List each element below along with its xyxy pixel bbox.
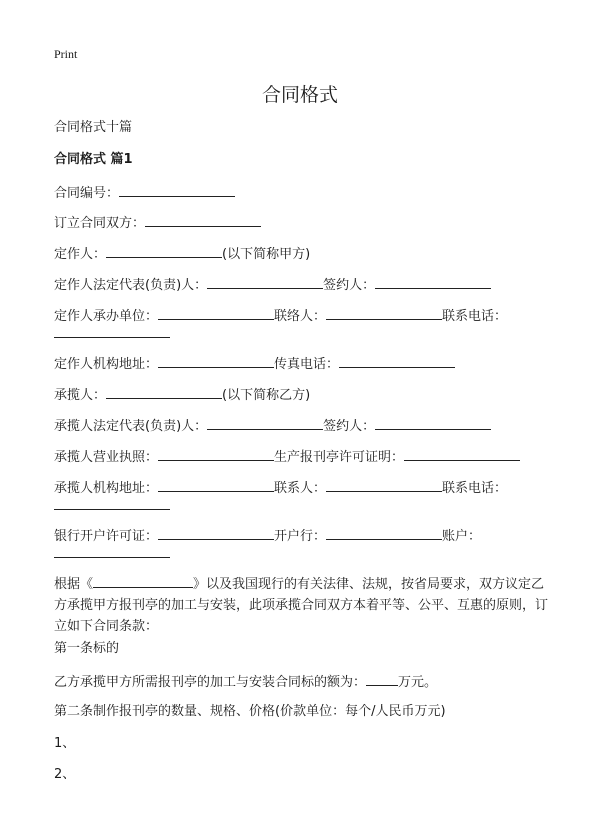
- intro-start: 根据《: [54, 577, 94, 592]
- print-label: Print: [54, 47, 78, 61]
- amount-unit: 万元。: [398, 675, 438, 690]
- client-rep-row: [54, 276, 491, 294]
- contractor-address-row: [54, 479, 507, 497]
- contractor-phone-row: [54, 497, 170, 515]
- section-heading: 合同格式 篇1: [54, 152, 133, 167]
- kiosk-permit-blank[interactable]: [404, 448, 520, 461]
- page-title: 合同格式: [261, 84, 338, 106]
- account-label: 账户：: [442, 529, 482, 544]
- contractor-address-label: 承揽人机构地址：: [54, 481, 159, 496]
- contractor-address-blank[interactable]: [158, 479, 274, 492]
- parties-blank[interactable]: [145, 214, 261, 227]
- account-row: [54, 545, 170, 563]
- list-item-2: 2、: [54, 767, 76, 782]
- client-address-label: 定作人机构地址：: [54, 357, 159, 372]
- parties-row: [54, 214, 261, 232]
- client-unit-blank[interactable]: [158, 307, 274, 320]
- client-note: (以下简称甲方): [222, 247, 311, 262]
- contractor-note: (以下简称乙方): [222, 388, 311, 403]
- contractor-signer-label: 签约人：: [323, 419, 376, 434]
- client-rep-blank[interactable]: [207, 276, 323, 289]
- contract-number-row: [54, 184, 235, 202]
- contractor-phone-label: 联系电话：: [442, 481, 508, 496]
- intro-paragraph: [54, 574, 554, 637]
- client-blank[interactable]: [106, 245, 222, 258]
- client-address-row: [54, 355, 455, 373]
- amount-label: 乙方承揽甲方所需报刊亭的加工与安装合同标的额为：: [54, 675, 367, 690]
- contractor-blank[interactable]: [106, 386, 222, 399]
- client-phone-row: [54, 325, 170, 343]
- kiosk-permit-label: 生产报刊亭许可证明：: [274, 450, 405, 465]
- contractor-row: [54, 386, 310, 404]
- client-fax-label: 传真电话：: [274, 357, 340, 372]
- bank-permit-blank[interactable]: [158, 527, 274, 540]
- client-label: 定作人：: [54, 247, 107, 262]
- bank-label: 开户行：: [274, 529, 327, 544]
- account-blank[interactable]: [54, 545, 170, 558]
- law-title-blank[interactable]: [93, 575, 193, 588]
- contractor-rep-row: [54, 417, 491, 435]
- client-fax-blank[interactable]: [339, 355, 455, 368]
- contractor-contact-label: 联系人：: [274, 481, 327, 496]
- parties-label: 订立合同双方：: [54, 216, 146, 231]
- contractor-signer-blank[interactable]: [375, 417, 491, 430]
- client-address-blank[interactable]: [158, 355, 274, 368]
- client-liaison-label: 联络人：: [274, 309, 327, 324]
- bank-blank[interactable]: [326, 527, 442, 540]
- client-unit-row: [54, 307, 507, 325]
- client-rep-label: 定作人法定代表(负责)人：: [54, 278, 208, 293]
- intro-rest: 》以及我国现行的有关法律、法规，按省局要求，双方议定乙方承揽甲方报刊亭的加工与安装，此项承揽合同双方本着平等、公平、互惠的原则，订立如下合同条款：: [54, 577, 549, 634]
- license-label: 承揽人营业执照：: [54, 450, 159, 465]
- article-1-heading: 第一条标的: [54, 641, 120, 656]
- article-2-heading: 第二条制作报刊亭的数量、规格、价格(价款单位：每个/人民币万元): [54, 704, 446, 719]
- client-row: [54, 245, 310, 263]
- client-phone-blank[interactable]: [54, 325, 170, 338]
- client-signer-blank[interactable]: [375, 276, 491, 289]
- amount-blank[interactable]: [366, 673, 398, 686]
- subtitle: 合同格式十篇: [54, 120, 133, 135]
- client-phone-label: 联系电话：: [442, 309, 508, 324]
- client-liaison-blank[interactable]: [326, 307, 442, 320]
- contractor-label: 承揽人：: [54, 388, 107, 403]
- bank-permit-label: 银行开户许可证：: [54, 529, 159, 544]
- contract-number-label: 合同编号：: [54, 186, 120, 201]
- license-row: [54, 448, 520, 466]
- contractor-phone-blank[interactable]: [54, 497, 170, 510]
- contract-number-blank[interactable]: [119, 184, 235, 197]
- contractor-rep-label: 承揽人法定代表(负责)人：: [54, 419, 208, 434]
- client-unit-label: 定作人承办单位：: [54, 309, 159, 324]
- contractor-contact-blank[interactable]: [326, 479, 442, 492]
- contractor-rep-blank[interactable]: [207, 417, 323, 430]
- bank-row: [54, 527, 481, 545]
- amount-row: [54, 673, 437, 691]
- list-item-1: 1、: [54, 736, 76, 751]
- license-blank[interactable]: [158, 448, 274, 461]
- client-signer-label: 签约人：: [323, 278, 376, 293]
